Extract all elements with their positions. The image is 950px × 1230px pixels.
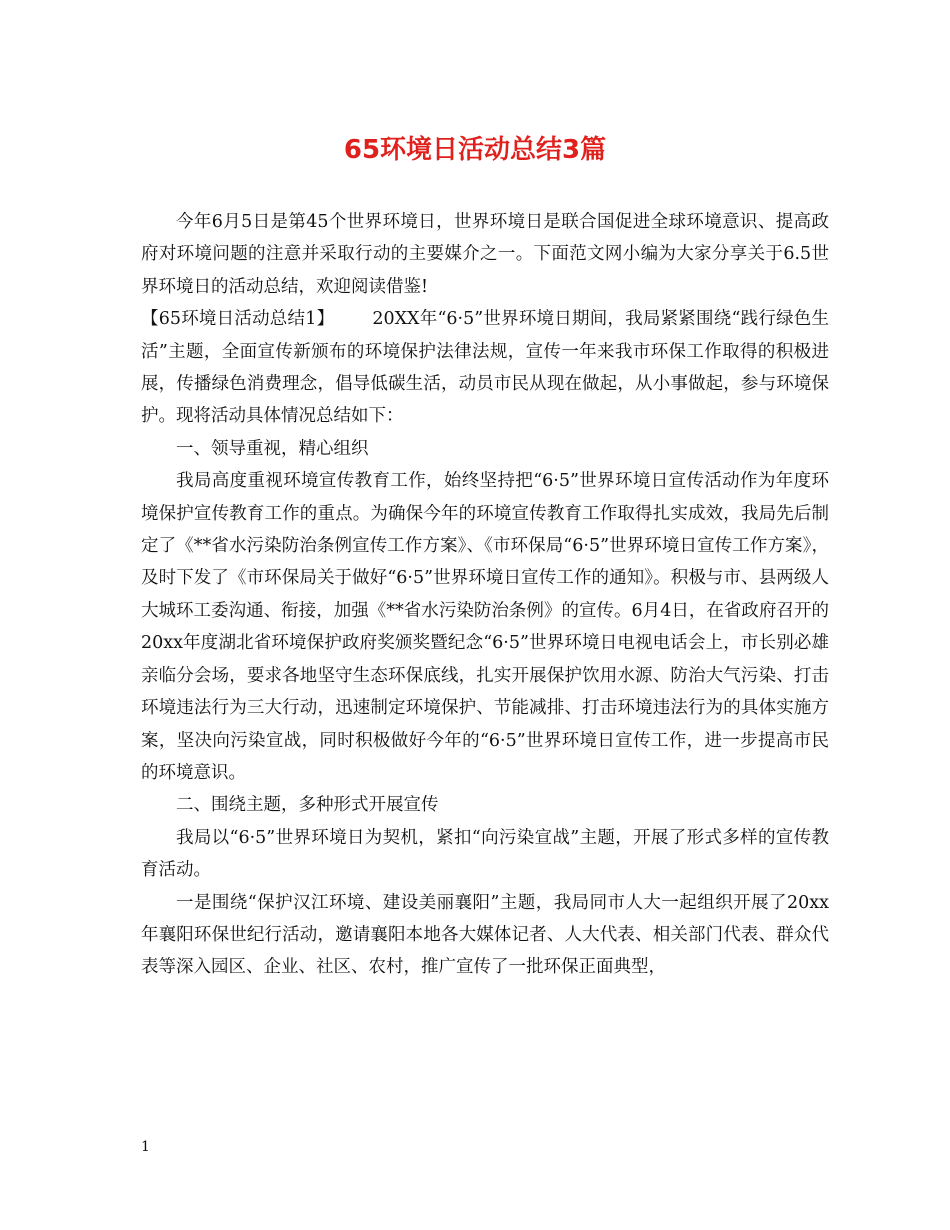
document-body	[141, 206, 829, 984]
section-lead: 20XX年“6·5”世界环境日期间，我局紧紧围绕“践行绿色生活”主题，全面宣传新颁布的环境保护法律法规，宣传一年来我市环保工作取得的积极进展，传播绿色消费理念，倡导低碳生活，动员市民从现在做起，从小事做起，参与环境保护。现将活动具体情况总结如下：	[141, 309, 830, 427]
intro-paragraph: 今年6月5日是第45个世界环境日，世界环境日是联合国促进全球环境意识、提高政府对环境问题的注意并采取行动的主要媒介之一。下面范文网小编为大家分享关于6.5世界环境日的活动总结，欢迎阅读借鉴!	[141, 212, 829, 297]
body-paragraph-1: 我局高度重视环境宣传教育工作，始终坚持把“6·5”世界环境日宣传活动作为年度环境保护宣传教育工作的重点。为确保今年的环境宣传教育工作取得扎实成效，我局先后制定了《**省水污染防治条例宣传工作方案》、《市环保局“6·5”世界环境日宣传工作方案》，及时下发了《市环保局关于做好“6·5”世界环境日宣传工作的通知》。积极与市、县两级人大城环工委沟通、衔接，加强《**省水污染防治条例》的宣传。6月4日，在省政府召开的20xx年度湖北省环境保护政府奖颁奖暨纪念“6·5”世界环境日电视电话会上，市长别必雄亲临分会场，要求各地坚守生态环保底线，扎实开展保护饮用水源、防治大气污染、打击环境违法行为三大行动，迅速制定环境保护、节能减排、打击环境违法行为的具体实施方案，坚决向污染宣战，同时积极做好今年的“6·5”世界环境日宣传工作，进一步提高市民的环境意识。	[141, 471, 829, 783]
page-title: 65环境日活动总结3篇	[343, 135, 607, 165]
body-paragraph-2: 我局以“6·5”世界环境日为契机，紧扣“向污染宣战”主题，开展了形式多样的宣传教育活动。	[141, 827, 829, 881]
section-paragraph	[141, 303, 829, 433]
section-marker: 【65环境日活动总结1】	[141, 309, 335, 330]
page-number: 1	[141, 1139, 150, 1155]
body-paragraph-3: 一是围绕“保护汉江环境、建设美丽襄阳”主题，我局同市人大一起组织开展了20xx年襄阳环保世纪行活动，邀请襄阳本地各大媒体记者、人大代表、相关部门代表、群众代表等深入园区、企业、社区、农村，推广宣传了一批环保正面典型，	[141, 892, 829, 978]
section-heading-1: 一、领导重视，精心组织	[176, 438, 369, 459]
section-heading-2: 二、围绕主题，多种形式开展宣传	[176, 795, 439, 816]
